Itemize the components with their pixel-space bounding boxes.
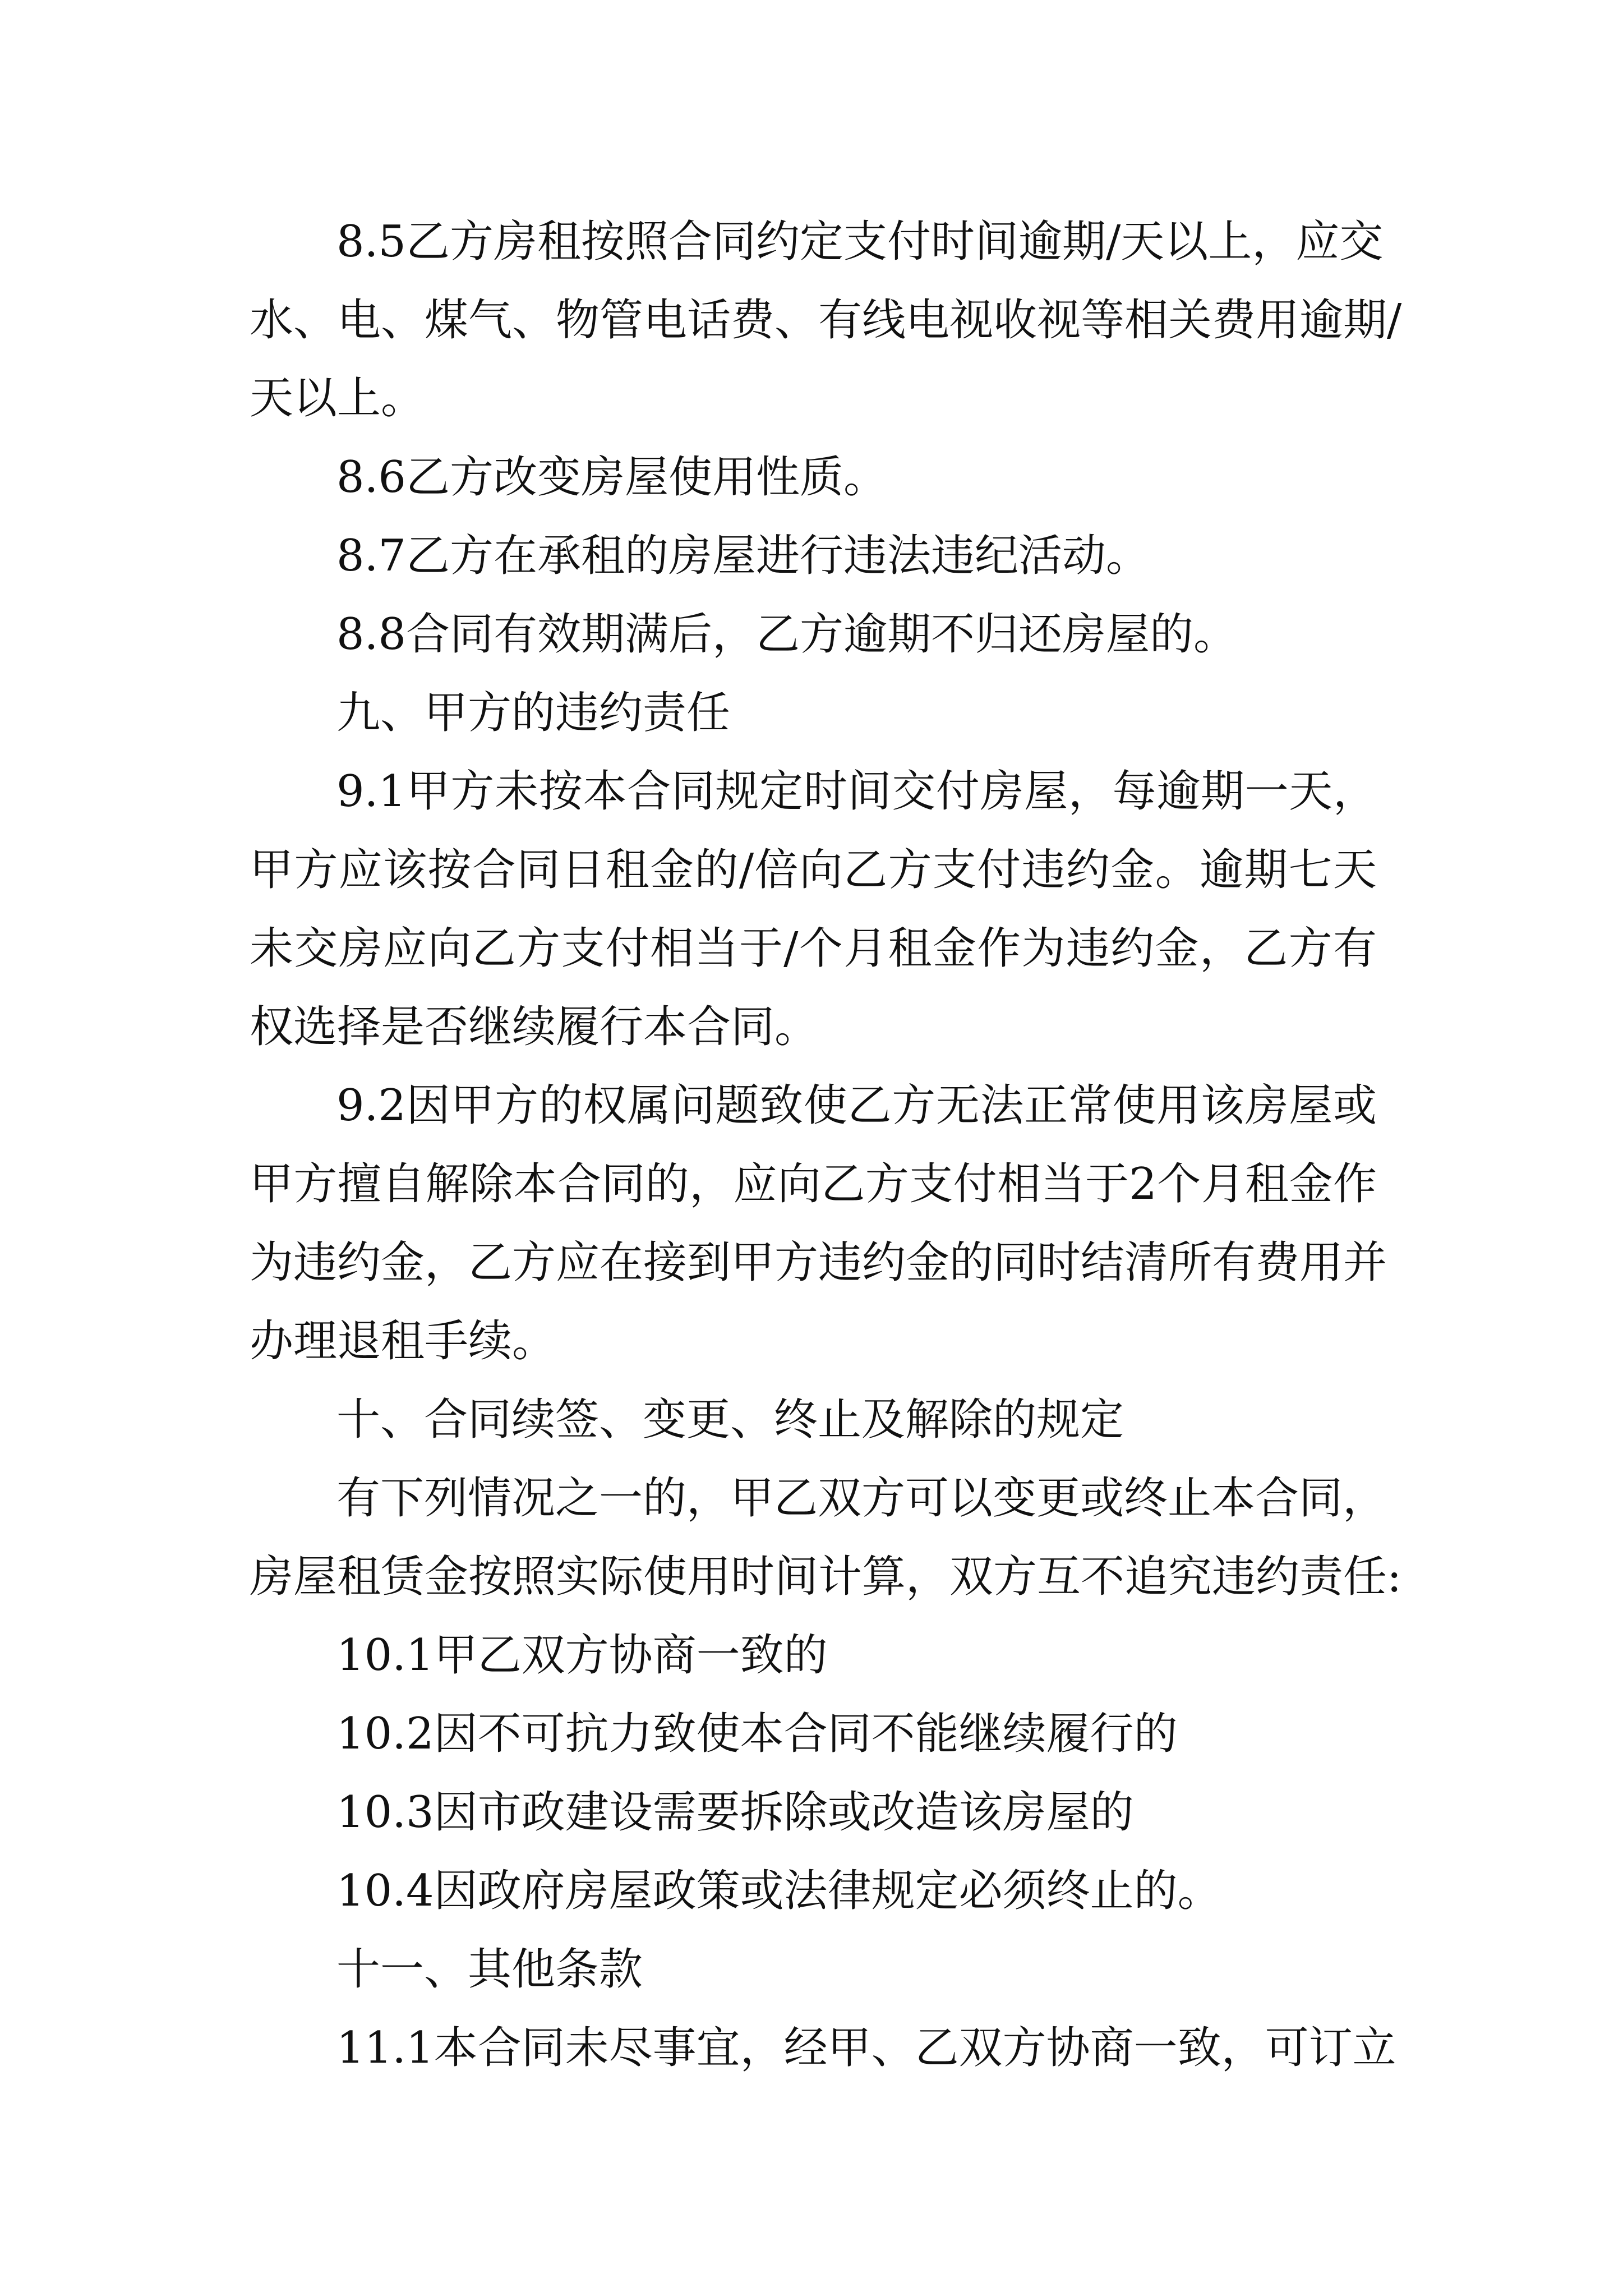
text-line: 10.2因不可抗力致使本合同不能继续履行的 xyxy=(336,1709,1178,1759)
text-line: 甲方应该按合同日租金的/倍向乙方支付违约金。逾期七天 xyxy=(250,845,1377,895)
text-line: 8.5乙方房租按照合同约定支付时间逾期/天以上，应交 xyxy=(336,217,1384,267)
text-line: 10.1甲乙双方协商一致的 xyxy=(336,1630,828,1681)
text-line: 有下列情况之一的，甲乙双方可以变更或终止本合同， xyxy=(336,1473,1387,1524)
text-line: 权选择是否继续履行本合同。 xyxy=(250,1002,819,1052)
text-line: 房屋租赁金按照实际使用时间计算，双方互不追究违约责任: xyxy=(250,1552,1402,1602)
text-line: 水、电、煤气、物管电话费、有线电视收视等相关费用逾期/ xyxy=(250,295,1402,346)
section-heading: 十一、其他条款 xyxy=(336,1944,643,1995)
text-line: 8.7乙方在承租的房屋进行违法违纪活动。 xyxy=(336,531,1150,581)
text-line: 9.2因甲方的权属问题致使乙方无法正常使用该房屋或 xyxy=(336,1080,1377,1131)
text-line: 未交房应向乙方支付相当于/个月租金作为违约金，乙方有 xyxy=(250,923,1377,974)
text-line: 甲方擅自解除本合同的，应向乙方支付相当于2个月租金作 xyxy=(250,1159,1377,1209)
text-line: 10.4因政府房屋政策或法律规定必须终止的。 xyxy=(336,1866,1221,1916)
text-line: 为违约金，乙方应在接到甲方违约金的同时结清所有费用并 xyxy=(250,1237,1387,1288)
text-line: 8.6乙方改变房屋使用性质。 xyxy=(336,452,888,503)
text-line: 办理退租手续。 xyxy=(250,1316,556,1366)
text-line: 9.1甲方未按本合同规定时间交付房屋，每逾期一天， xyxy=(336,766,1377,817)
text-line: 10.3因市政建设需要拆除或改造该房屋的 xyxy=(336,1787,1134,1838)
text-line: 11.1本合同未尽事宜，经甲、乙双方协商一致，可订立 xyxy=(336,2023,1396,2073)
text-line: 天以上。 xyxy=(250,373,425,424)
section-heading: 九、甲方的违约责任 xyxy=(336,688,731,738)
section-heading: 十、合同续签、变更、终止及解除的规定 xyxy=(336,1395,1124,1445)
text-line: 8.8合同有效期满后，乙方逾期不归还房屋的。 xyxy=(336,609,1238,660)
